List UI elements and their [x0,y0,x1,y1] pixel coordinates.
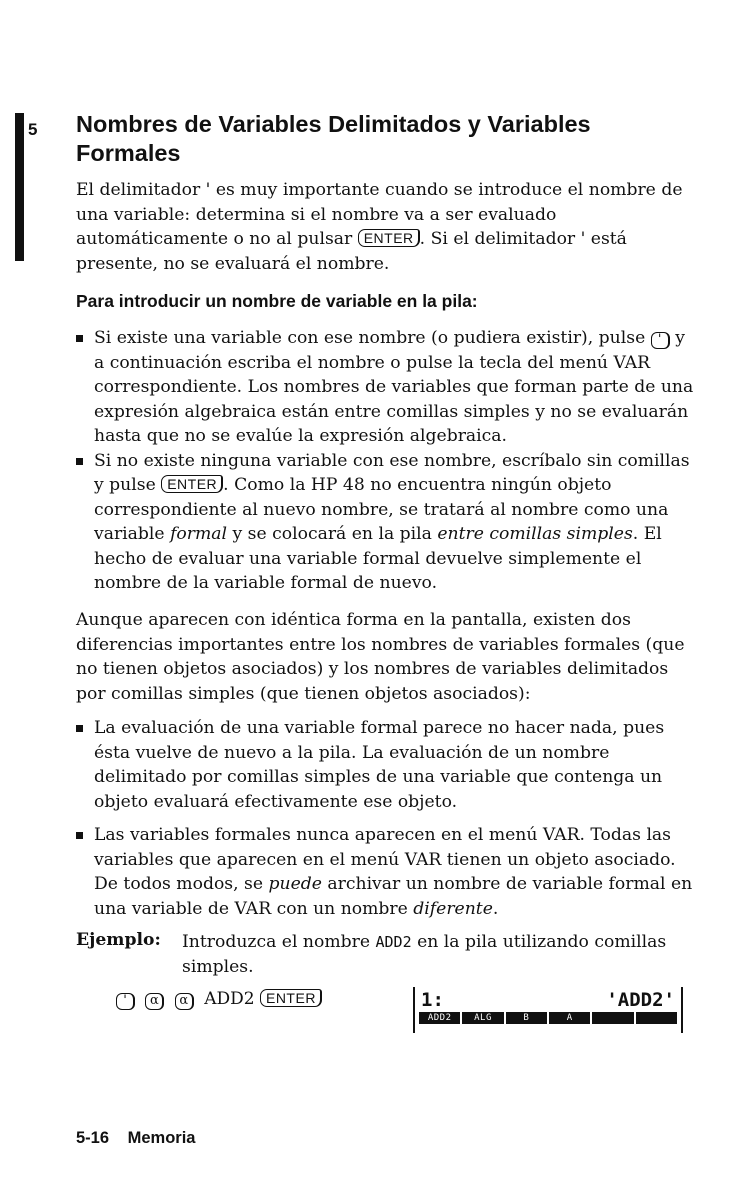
paragraph-text: Aunque aparecen con idéntica forma en la pantalla, existen dos diferencias importantes entre los nombres de variables formales (que no tienen objetos asociados) y los nombres de variables delimitados por comillas simples (que tienen objetos asociados): [76,610,685,704]
example-text [182,930,692,980]
keystroke-sequence [116,989,322,1010]
list-item [76,716,694,814]
calculator-display [413,987,683,1033]
list-item [76,823,694,921]
menu-key: ALG [462,1012,503,1024]
list-item-text: . [492,898,499,919]
emphasis-text: entre comillas simples [437,524,633,544]
list-item [76,449,694,596]
list-item-text: y a continuación escriba el nombre o pulse la tecla del menú VAR correspondiente. Los nombres de variables que forman parte de una expresión algebraica están entre comillas simples y no se evaluarán hasta que no se evalúe la expresión algebraica. [94,328,694,446]
list-item-text: . El hecho de evaluar una variable formal devuelve simplemente el nombre de la variable formal de nuevo. [94,524,662,593]
example-text-end: en la pila utilizando comillas simples. [182,932,667,977]
quote-key-icon: ' [651,332,670,349]
menu-key: ADD2 [419,1012,460,1024]
subheading: Para introducir un nombre de variable en la pila: [76,291,478,311]
emphasis-text: puede [268,874,322,894]
intro-text-end: . Si el delimitador ' está presente, no se evaluará el nombre. [76,229,627,274]
bullet-icon [76,832,83,839]
quote-key-icon: ' [116,993,135,1010]
list-item-text: archivar un nombre de variable formal en una variable de VAR con un nombre [94,874,693,919]
menu-bar [419,1012,677,1024]
chapter-number: 5 [28,120,38,139]
chapter-marker-bar [15,113,24,261]
alpha-key-icon: α [145,993,164,1010]
example-code: ADD2 [375,933,412,951]
bullet-list-2 [76,716,694,921]
emphasis-text: diferente [413,898,493,919]
enter-key-icon: ENTER [358,229,420,247]
example-text-start: Introduzca el nombre [182,932,371,952]
section-title: Nombres de Variables Delimitados y Variables Formales [76,111,591,166]
bullet-icon [76,458,83,465]
page-footer [76,1129,195,1148]
intro-text-start: El delimitador ' es muy importante cuando se introduce el nombre de una variable: determina si el nombre va a ser evaluado automáticamente o no al pulsar [76,180,683,249]
list-item-text: y se colocará en la pila [232,524,432,544]
list-item-text: Si existe una variable con ese nombre (o pudiera existir), pulse [94,328,646,348]
enter-key-icon: ENTER [161,475,223,493]
menu-key: A [549,1012,590,1024]
enter-key-icon: ENTER [260,989,322,1007]
intro-paragraph [76,178,694,276]
bullet-list-1 [76,326,694,596]
alpha-key-icon: α [175,993,194,1010]
list-item-text: Las variables formales nunca aparecen en el menú VAR. Todas las variables que aparecen en el menú VAR tienen un objeto asociado. De todos modos, se [94,825,676,894]
paragraph-differences [76,608,694,706]
list-item-text: . Como la HP 48 no encuentra ningún objeto correspondiente al nuevo nombre, se tratará al nombre como una variable [94,475,669,544]
list-item-text: La evaluación de una variable formal parece no hacer nada, pues ésta vuelve de nuevo a la pila. La evaluación de un nombre delimitado por comillas simples de una variable que contenga un objeto evaluará efectivamente ese objeto. [94,718,665,812]
stack-value: 'ADD2' [606,989,675,1011]
menu-key [636,1012,677,1024]
bullet-icon [76,335,83,342]
typed-text: ADD2 [204,989,255,1009]
emphasis-text: formal [170,524,228,544]
stack-line [421,989,675,1013]
page-number: 5-16 [76,1129,110,1147]
bullet-icon [76,725,83,732]
footer-section: Memoria [127,1129,196,1147]
example-label: Ejemplo: [76,930,161,950]
list-item-text: Si no existe ninguna variable con ese nombre, escríbalo sin comillas y pulse [94,450,690,495]
stack-level: 1: [421,989,444,1011]
list-item [76,326,694,449]
menu-key: B [506,1012,547,1024]
menu-key [592,1012,633,1024]
